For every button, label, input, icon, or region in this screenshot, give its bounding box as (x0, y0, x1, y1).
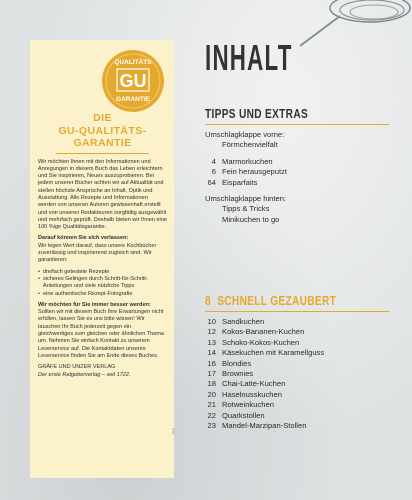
list-item: 6 Fein herausgeputzt (211, 167, 288, 177)
list-item: Umschlagklappe vorne: (205, 130, 285, 139)
seal-top-text: QUALITÄTS (114, 59, 152, 66)
list-item: 21 Rotweinkuchen (207, 400, 274, 410)
panel-title (38, 112, 167, 150)
list-item: 20 Haselnusskuchen (207, 389, 282, 399)
list-item: 64 Eisparfaits (207, 177, 258, 187)
reliability-paragraph: Wir legen Wert darauf, dass unsere Kochbücher zuverlässig und inspirierend zugleich sind. Wir garantieren: (38, 242, 157, 264)
section-quick-list (205, 317, 395, 431)
panel-title-line: GU-QUALITÄTS- (58, 124, 147, 137)
section-quick-label: SCHNELL GEZAUBERT (217, 293, 337, 308)
seal-center-text: GU (119, 71, 147, 91)
quality-guarantee-panel (30, 40, 174, 478)
list-item: 16 Blondies (207, 358, 252, 368)
publisher-name: GRÄFE UND UNZER VERLAG (38, 364, 116, 371)
list-item: 4 Marmorkuchen (211, 156, 273, 166)
list-item: Minikuchen to go (222, 214, 280, 224)
publisher-tagline: Der erste Ratgeberverlag – seit 1722. (38, 371, 131, 378)
guarantee-list (38, 269, 167, 298)
section-quick-number: 8 (205, 293, 211, 308)
contents-title: INHALT (205, 37, 293, 78)
panel-divider (56, 153, 149, 154)
section-quick-rule (205, 311, 389, 312)
list-item: Umschlagklappe hinten: (205, 194, 287, 204)
list-item: 23 Mandel-Marzipan-Stollen (207, 421, 307, 431)
guarantee-item: • sicheres Gelingen durch Schritt-für-Schritt-Anleitungen und viele nützliche Tipps (38, 276, 167, 291)
side-page-number: XIV (171, 428, 176, 435)
intro-paragraph: Wir möchten Ihnen mit den Informationen und Anregungen in diesem Buch das Leben erleichtern und Sie inspirieren, Neues auszuprobieren. Bei jedem unserer Bücher achten wir auf Aktualität und stellen höchste Ansprüche an Inhalt, Optik und Ausstattung. Alle Rezepte und Informationen werden von unseren Autoren gewissenhaft erstellt und von unseren Redakteuren sorgfältig ausgewählt und mehrfach geprüft. Deshalb bieten wir Ihnen eine 100 %ige Qualitätsgarantie. (38, 158, 167, 231)
improvement-heading: Wir möchten für Sie immer besser werden: (38, 301, 151, 308)
section-tips-title: TIPPS UND EXTRAS (205, 106, 309, 121)
list-item: 10 Sandkuchen (207, 317, 265, 326)
list-item: 22 Quarkstollen (207, 410, 265, 420)
guarantee-item: • eine authentische Rezept-Fotografie (38, 291, 167, 298)
list-item: 18 Chai-Latte-Kuchen (207, 379, 286, 389)
seal-bottom-text: GARANTIE (116, 96, 150, 103)
list-item: 12 Kokos-Bananen-Kuchen (207, 327, 305, 337)
whisk-image (300, 0, 412, 60)
improvement-paragraph: Sollten wir mit diesem Buch Ihre Erwartungen nicht erfüllen, lassen Sie es uns bitte wissen! Wir tauschen Ihr Buch jederzeit gegen ein gleichwertiges zum gleichen oder ähnlichen Thema um. Nehmen Sie einfach Kontakt zu unserem Leserservice auf. Die Kontaktdaten unseres Leserservice finden Sie am Ende dieses Buches. (38, 309, 165, 359)
list-item: Tipps & Tricks (222, 204, 270, 214)
list-item: 13 Schoko-Kokos-Kuchen (207, 337, 300, 347)
panel-title-line: DIE (93, 112, 112, 124)
section-quick-title (205, 293, 336, 309)
gu-quality-seal (100, 48, 166, 114)
section-tips-list (205, 130, 395, 225)
guarantee-item: • dreifach getestete Rezepte (38, 269, 167, 276)
panel-title-line: GARANTIE (73, 137, 132, 149)
list-item: 14 Käsekuchen mit Karamellguss (207, 348, 325, 358)
list-item: Förmchenvielfalt (222, 140, 278, 150)
list-item: 17 Brownies (207, 369, 254, 379)
section-tips-rule (205, 124, 389, 125)
reliability-heading: Darauf können Sie sich verlassen: (38, 235, 129, 242)
